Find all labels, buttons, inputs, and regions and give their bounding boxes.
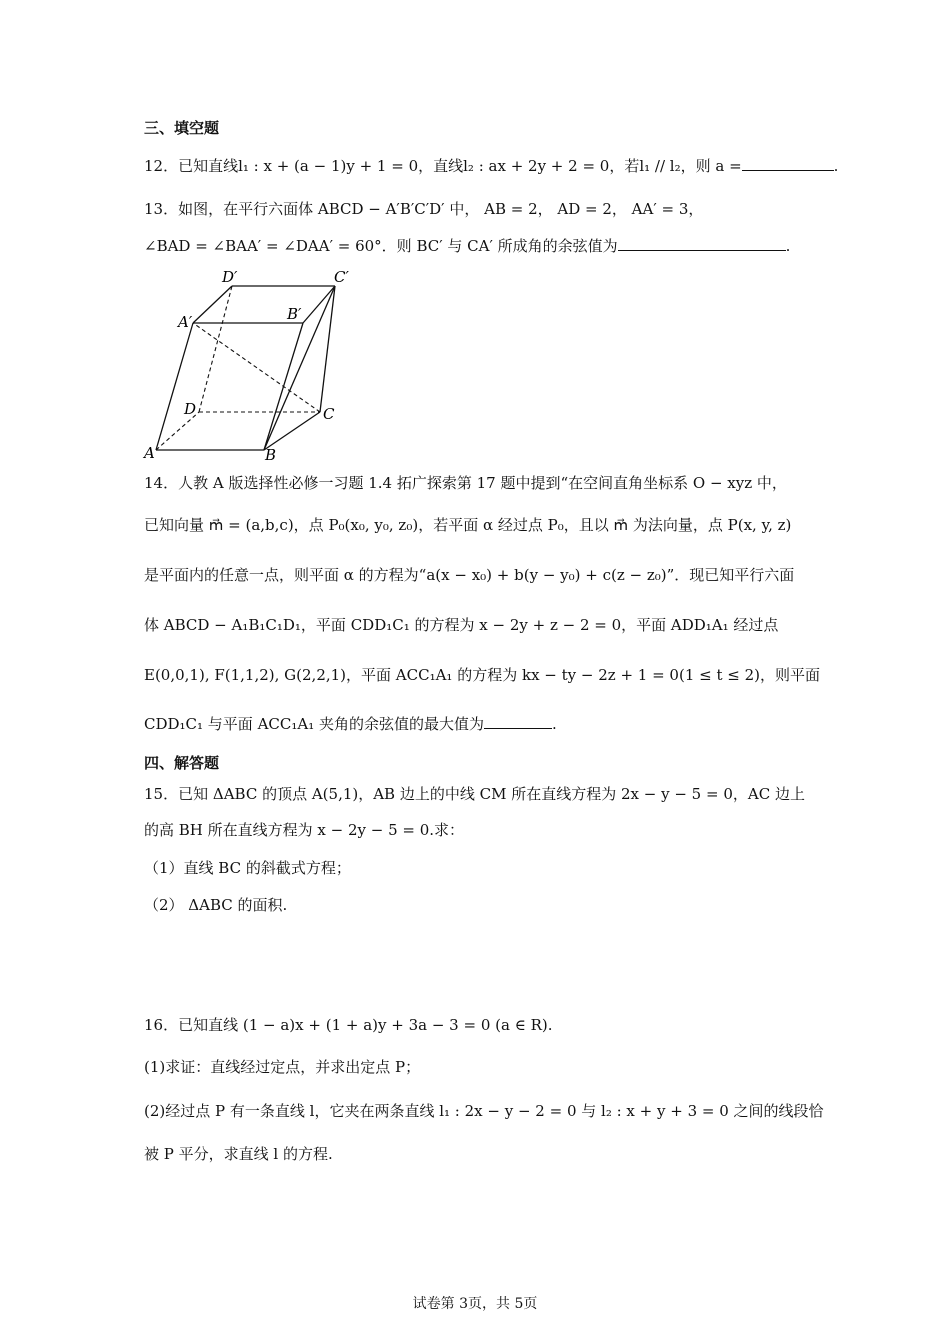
page-footer: 试卷第 3页，共 5页 xyxy=(412,1296,538,1312)
label-D-prime: D′ xyxy=(222,268,238,286)
question-14-line-4: 体 ABCD − A₁B₁C₁D₁，平面 CDD₁C₁ 的方程为 x − 2y + z − 2 = 0，平面 ADD₁A₁ 经过点 xyxy=(144,616,779,634)
label-C: C xyxy=(323,405,335,423)
label-B-prime: B′ xyxy=(287,305,302,323)
label-C-prime: C′ xyxy=(334,268,349,286)
label-A: A xyxy=(144,444,155,462)
question-14-line-1: 14．人教 A 版选择性必修一习题 1.4 拓广探索第 17 题中提到“在空间直角坐标系 O − xyz 中， xyxy=(144,474,787,492)
question-14-line-2: 已知向量 m⃗ = (a,b,c)，点 P₀(x₀, y₀, z₀)，若平面 α 经过点 P₀，且以 m⃗ 为法向量，点 P(x, y, z) xyxy=(144,516,792,534)
answer-blank-13[interactable] xyxy=(618,236,786,251)
label-B: B xyxy=(265,446,277,462)
question-16-part-1: (1)求证：直线经过定点，并求出定点 P； xyxy=(144,1058,421,1076)
hidden-segment-C-Aprime xyxy=(193,323,320,412)
label-A-prime: A′ xyxy=(178,313,193,331)
question-13-line-1: 13．如图，在平行六面体 ABCD − A′B′C′D′ 中， AB = 2， AD = 2， AA′ = 3， xyxy=(144,200,704,218)
question-16-part-3: 被 P 平分，求直线 l 的方程. xyxy=(144,1145,333,1163)
parallelepiped-figure xyxy=(140,262,370,462)
edge-Bprime-Cprime xyxy=(303,286,335,323)
question-12-text: 12．已知直线l₁ : x + (a − 1)y + 1 = 0，直线l₂ : ax + 2y + 2 = 0，若l₁ // l₂，则 a = xyxy=(144,157,742,175)
answer-blank-14[interactable] xyxy=(484,714,552,729)
section-answer-title: 四、解答题 xyxy=(144,754,220,772)
question-16-line-1: 16．已知直线 (1 − a)x + (1 + a)y + 3a − 3 = 0 (a ∈ R). xyxy=(144,1016,553,1034)
section-fill-in-title: 三、填空题 xyxy=(144,119,220,137)
question-15-part-2: （2） ΔABC 的面积. xyxy=(144,896,288,914)
question-12: 12．已知直线l₁ : x + (a − 1)y + 1 = 0，直线l₂ : ax + 2y + 2 = 0，若l₁ // l₂，则 a = . xyxy=(144,157,839,175)
label-D: D xyxy=(184,400,197,418)
question-14-text: CDD₁C₁ 与平面 ACC₁A₁ 夹角的余弦值的最大值为 xyxy=(144,715,484,733)
question-15-line-1: 15．已知 ΔABC 的顶点 A(5,1)，AB 边上的中线 CM 所在直线方程为 2x − y − 5 = 0，AC 边上 xyxy=(144,785,805,803)
question-15-line-2: 的高 BH 所在直线方程为 x − 2y − 5 = 0.求： xyxy=(144,821,465,839)
question-15-part-1: （1）直线 BC 的斜截式方程； xyxy=(144,859,351,877)
edge-A-Aprime xyxy=(156,323,193,450)
question-13-line-2: ∠BAD = ∠BAA′ = ∠DAA′ = 60°．则 BC′ 与 CA′ 所成角的余弦值为 . xyxy=(144,237,791,255)
question-14-line-6: CDD₁C₁ 与平面 ACC₁A₁ 夹角的余弦值的最大值为 . xyxy=(144,715,557,733)
edge-Aprime-Dprime xyxy=(193,286,232,323)
answer-blank-12[interactable] xyxy=(742,156,834,171)
question-14-line-3: 是平面内的任意一点，则平面 α 的方程为“a(x − x₀) + b(y − y₀) + c(z − z₀)”．现已知平行六面 xyxy=(144,566,795,584)
question-13-text: ∠BAD = ∠BAA′ = ∠DAA′ = 60°．则 BC′ 与 CA′ 所成角的余弦值为 xyxy=(144,237,618,255)
question-14-line-5: E(0,0,1), F(1,1,2), G(2,2,1)，平面 ACC₁A₁ 的方程为 kx − ty − 2z + 1 = 0(1 ≤ t ≤ 2)，则平面 xyxy=(144,666,821,684)
question-16-part-2: (2)经过点 P 有一条直线 l，它夹在两条直线 l₁ : 2x − y − 2 = 0 与 l₂ : x + y + 3 = 0 之间的线段恰 xyxy=(144,1102,824,1120)
hidden-edge-D-Dprime xyxy=(199,286,232,412)
